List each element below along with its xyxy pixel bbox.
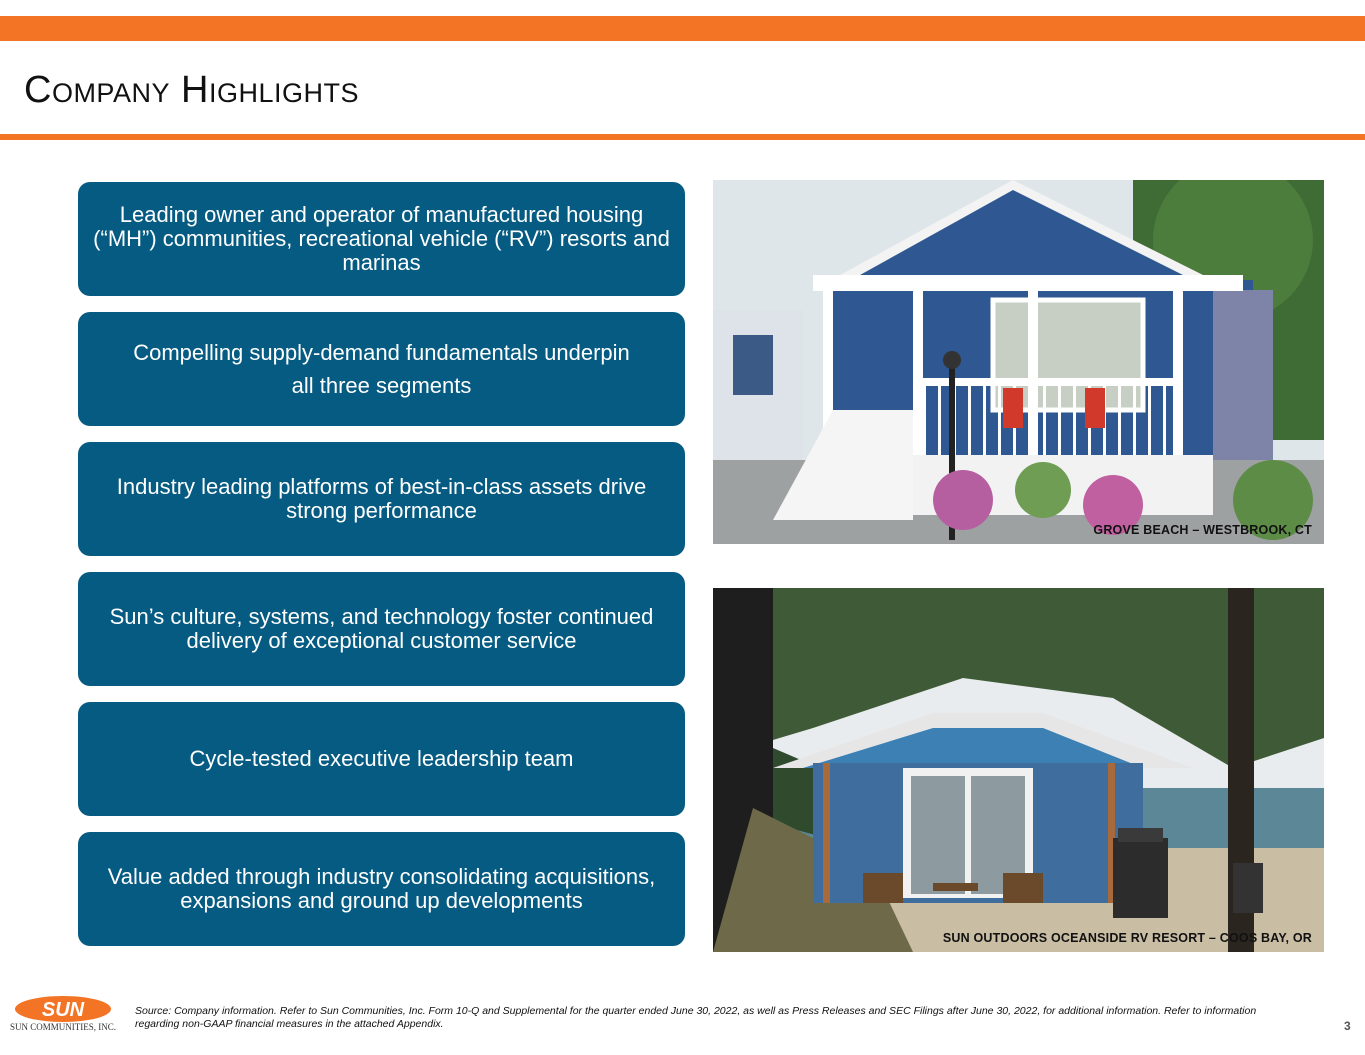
highlight-box: Sun’s culture, systems, and technology foster continued delivery of exceptional customer service [78,572,685,686]
highlight-box: Value added through industry consolidating acquisitions, expansions and ground up developments [78,832,685,946]
highlight-box: Cycle-tested executive leadership team [78,702,685,816]
beach-cabin-photo [713,588,1324,952]
highlight-box: Compelling supply-demand fundamentals underpin all three segments [78,312,685,426]
source-note: Source: Company information. Refer to Sun Communities, Inc. Form 10-Q and Supplemental for the quarter ended June 30, 2022, as well as Press Releases and SEC Filings after June 30, 2022, for additional information. Refer to information regarding non-GAAP financial measures in the attached Appendix. [135,1005,1257,1030]
photo-caption: GROVE BEACH – WESTBROOK, CT [1093,523,1312,537]
logo-wordmark: SUN COMMUNITIES, INC. [9,1022,116,1032]
page-title: Company Highlights [24,69,359,111]
highlight-box: Industry leading platforms of best-in-class assets drive strong performance [78,442,685,556]
highlights-list [78,182,685,962]
title-divider [0,134,1365,140]
photo-caption: SUN OUTDOORS OCEANSIDE RV RESORT – COOS BAY, OR [942,931,1312,945]
sun-logo-icon [8,994,118,1024]
manufactured-home-photo [713,180,1324,544]
svg-text:SUN: SUN [41,999,85,1021]
top-accent-bar [0,16,1365,41]
company-logo [8,994,118,1036]
page-number: 3 [1344,1019,1351,1033]
highlight-box: Leading owner and operator of manufactured housing (“MH”) communities, recreational vehicle (“RV”) resorts and marinas [78,182,685,296]
